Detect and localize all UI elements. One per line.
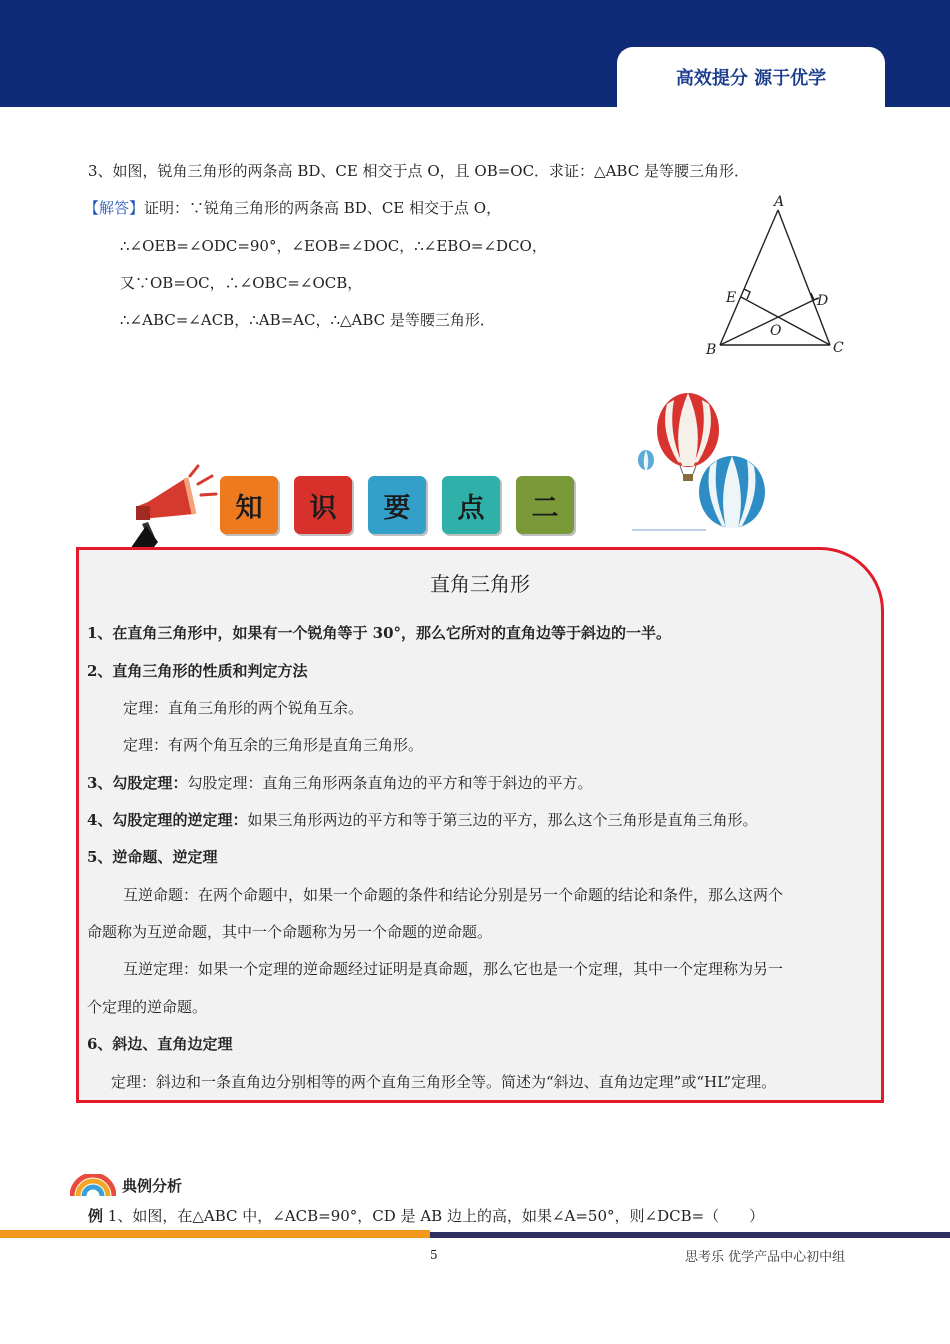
example-section-header bbox=[70, 1172, 182, 1198]
problem-question: 3、如图，锐角三角形的两条高 BD、CE 相交于点 O，且 OB=OC．求证：△ABC 是等腰三角形． bbox=[88, 162, 749, 180]
hot-air-balloons-illustration bbox=[632, 388, 772, 533]
knowledge-point: 1、在直角三角形中，如果有一个锐角等于 30°，那么它所对的直角边等于斜边的一半。 bbox=[87, 624, 672, 642]
answer-tag: 【解答】 bbox=[84, 199, 145, 217]
proof-step: 又∵OB=OC，∴∠OBC=∠OCB， bbox=[120, 274, 363, 292]
footer-bar-orange bbox=[0, 1230, 430, 1238]
knowledge-paragraph: 命题称为互逆命题，其中一个命题称为另一个命题的逆命题。 bbox=[87, 923, 493, 941]
knowledge-box bbox=[76, 547, 884, 1103]
answer-first: 证明：∵锐角三角形的两条高 BD、CE 相交于点 O， bbox=[144, 199, 502, 217]
knowledge-point: 2、直角三角形的性质和判定方法 bbox=[87, 662, 308, 680]
knowledge-theorem: 定理：有两个角互余的三角形是直角三角形。 bbox=[123, 736, 424, 754]
badge-zhi: 知 bbox=[220, 476, 278, 534]
knowledge-theorem: 定理：直角三角形的两个锐角互余。 bbox=[123, 699, 364, 717]
knowledge-point: 4、勾股定理的逆定理：如果三角形两边的平方和等于第三边的平方，那么这个三角形是直角三角形。 bbox=[87, 811, 758, 829]
header-slogan: 高效提分 源于优学 bbox=[675, 68, 827, 89]
footer-bar-navy bbox=[430, 1232, 950, 1238]
problem-answer-line bbox=[84, 198, 501, 218]
knowledge-point: 6、斜边、直角边定理 bbox=[87, 1035, 233, 1053]
example-question: 例 1、如图，在△ABC 中，∠ACB=90°，CD 是 AB 边上的高，如果∠A=50°，则∠DCB=（ ） bbox=[88, 1207, 765, 1225]
triangle-figure bbox=[700, 190, 860, 360]
knowledge-point: 3、勾股定理：勾股定理：直角三角形两条直角边的平方和等于斜边的平方。 bbox=[87, 774, 593, 792]
label-d: D bbox=[817, 293, 829, 309]
label-c: C bbox=[833, 340, 844, 356]
knowledge-point: 5、逆命题、逆定理 bbox=[87, 848, 218, 866]
proof-step: ∴∠ABC=∠ACB，∴AB=AC，∴△ABC 是等腰三角形． bbox=[120, 311, 495, 329]
rainbow-icon bbox=[70, 1174, 116, 1196]
megaphone-icon bbox=[128, 462, 223, 552]
label-e: E bbox=[726, 290, 737, 306]
badge-er: 二 bbox=[516, 476, 574, 534]
label-a: A bbox=[774, 194, 785, 210]
knowledge-paragraph: 互逆命题：在两个命题中，如果一个命题的条件和结论分别是另一个命题的结论和条件，那么这两个 bbox=[123, 886, 784, 904]
knowledge-paragraph: 个定理的逆命题。 bbox=[87, 998, 208, 1016]
label-b: B bbox=[706, 342, 717, 358]
proof-step: ∴∠OEB=∠ODC=90°，∠EOB=∠DOC，∴∠EBO=∠DCO， bbox=[120, 237, 547, 255]
knowledge-paragraph: 互逆定理：如果一个定理的逆命题经过证明是真命题，那么它也是一个定理，其中一个定理称为另一 bbox=[123, 960, 784, 978]
example-section-title: 典例分析 bbox=[122, 1176, 183, 1195]
header-slogan-tab bbox=[617, 47, 885, 107]
knowledge-title: 直角三角形 bbox=[430, 572, 530, 596]
label-o: O bbox=[770, 323, 782, 339]
badge-yao: 要 bbox=[368, 476, 426, 534]
knowledge-theorem: 定理：斜边和一条直角边分别相等的两个直角三角形全等。简述为“斜边、直角边定理”或“HL”定理。 bbox=[111, 1073, 777, 1091]
badge-shi: 识 bbox=[294, 476, 352, 534]
footer-organization: 思考乐 优学产品中心初中组 bbox=[685, 1250, 846, 1265]
badge-dian: 点 bbox=[442, 476, 500, 534]
page-number: 5 bbox=[430, 1248, 438, 1262]
